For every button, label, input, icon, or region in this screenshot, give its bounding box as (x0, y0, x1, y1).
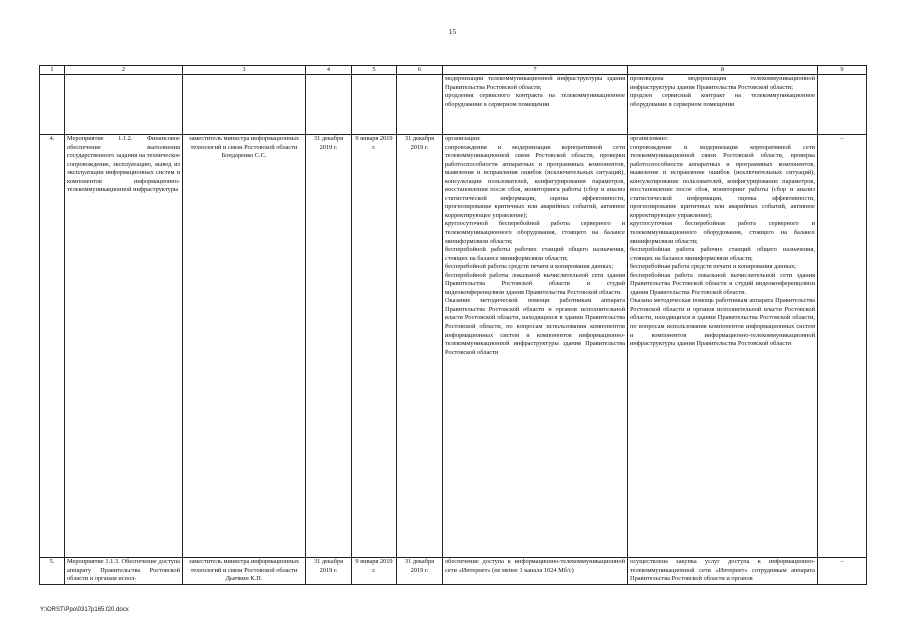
start-date: 9 января 2019 г. (352, 558, 397, 585)
col-number-4: 4 (306, 66, 352, 75)
col-number-3: 3 (183, 66, 306, 75)
deviation-note: – (818, 135, 867, 558)
cont-actual-result: произведена модернизация телекоммуникационной инфраструктуры здания Правительства Ростовской области; продлен сервисный контракт на телекоммуникационное оборудование в серверном помещении (628, 75, 818, 135)
table-row-continued (40, 75, 867, 135)
row-number: 5. (40, 558, 65, 585)
page-number: 15 (448, 27, 457, 36)
col-number-5: 5 (352, 66, 397, 75)
file-path-footer: Y:\ORST\Ppo\0317p165.f20.docx (40, 607, 129, 613)
cont-planned-result: модернизации телекоммуникационной инфраструктуры здания Правительства Ростовской области; продления сервисного контракта на телекоммуникационное оборудование в серверном помещении (443, 75, 628, 135)
actual-result: организовано: сопровождение и модернизация корпоративной сети телекоммуникационной связи Ростовской области, проверка работоспособности аппаратных и программных компонентов, выявление и исправление ошибок (исключительных ситуаций), консультирование пользователей, конфигурирование параметров, восстановление после сбоя, мониторинг работы (сбор и анализ статистической информации, оценка эффективности, прогнозирование критичных или аварийных событий, активное корректирующее управление); круглосуточная бесперебойная работа серверного и телекоммуникационного оборудования, стоящего на балансе миниформсвязи области; бесперебойная работа рабочих станций общего назначения, стоящих на балансе миниформсвязи области; бесперебойная работа средств печати и копирования данных; бесперебойная работа локальной вычислительной сети здания Правительства Ростовской области и студий видеоконференцсвязи здания Правительства Ростовской области. Оказана методическая помощь работникам аппарата Правительства Ростовской области и органов исполнительной власти Ростовской области, находящихся в здании Правительства Ростовской области, по вопросам использования компонентов информационных систем и компонентов информационно-телекоммуникационной инфраструктуры здания Правительства Ростовской области (628, 135, 818, 558)
table-row-4 (40, 135, 867, 558)
column-number-row (40, 66, 867, 75)
actual-result: осуществлена закупка услуг доступа к информационно-телекоммуникационной сети «Интернет» сотрудникам аппарата Правительства Ростовской области и органов (628, 558, 818, 585)
end-date: 31 декабря 2019 г. (397, 558, 443, 585)
col-number-9: 9 (818, 66, 867, 75)
measure-name: Мероприятие 1.1.3. Обеспечение доступа аппарату Правительства Ростовской области и органам испол- (65, 558, 183, 585)
planned-result: организации: сопровождения и модернизации корпоративной сети телекоммуникационной связи Ростовской области, проверки работоспособности аппаратных и программных компонентов, выявления и исправления ошибок (исключительных ситуаций), консультации пользователей, конфигурирования параметров, восстановления после сбоя, мониторинга работы (сбор и анализ статистической информации, оценка эффективности, прогнозирование критичных или аварийных событий, активное корректирующее управление); круглосуточной бесперебойной работы серверного и телекоммуникационного оборудования, стоящего на балансе миниформсвязи области; бесперебойной работы рабочих станций общего назначения, стоящих на балансе миниформсвязи области; бесперебойной работы средств печати и копирования данных; бесперебойной работы локальной вычислительной сети здания Правительства Ростовской области и студий видеоконференцсвязи здания Правительства Ростовской области. Оказание методической помощи работникам аппарата Правительства Ростовской области и органов исполнительной власти Ростовской области, находящихся в здании Правительства Ростовской области, по вопросам использования компонентов информационных систем и компонентов информационно-телекоммуникационной инфраструктуры здания Правительства Ростовской области (443, 135, 628, 558)
plan-date: 31 декабря 2019 г. (306, 135, 352, 558)
report-table (39, 65, 867, 585)
table-row-5 (40, 558, 867, 585)
responsible-person: заместитель министра информационных технологий и связи Ростовской области Бондаренко С.С. (183, 135, 306, 558)
end-date: 31 декабря 2019 г. (397, 135, 443, 558)
plan-date: 31 декабря 2019 г. (306, 558, 352, 585)
col-number-8: 8 (628, 66, 818, 75)
col-number-2: 2 (65, 66, 183, 75)
col-number-1: 1 (40, 66, 65, 75)
col-number-6: 6 (397, 66, 443, 75)
responsible-person: заместитель министра информационных технологий и связи Ростовской области Дьячкин К.П. (183, 558, 306, 585)
row-number: 4. (40, 135, 65, 558)
start-date: 9 января 2019 г. (352, 135, 397, 558)
measure-name: Мероприятие 1.1.2. Финансовое обеспечение выполнения государственного задания на техническое сопровождение, эксплуатацию, вывод из эксплуатации информационных систем и компонентов информационно-телекоммуникационной инфраструктуры (65, 135, 183, 558)
deviation-note: – (818, 558, 867, 585)
planned-result: обеспечение доступа к информационно-телекоммуникационной сети «Интернет» (не менее 1 канала 1024 Мб/с) (443, 558, 628, 585)
col-number-7: 7 (443, 66, 628, 75)
